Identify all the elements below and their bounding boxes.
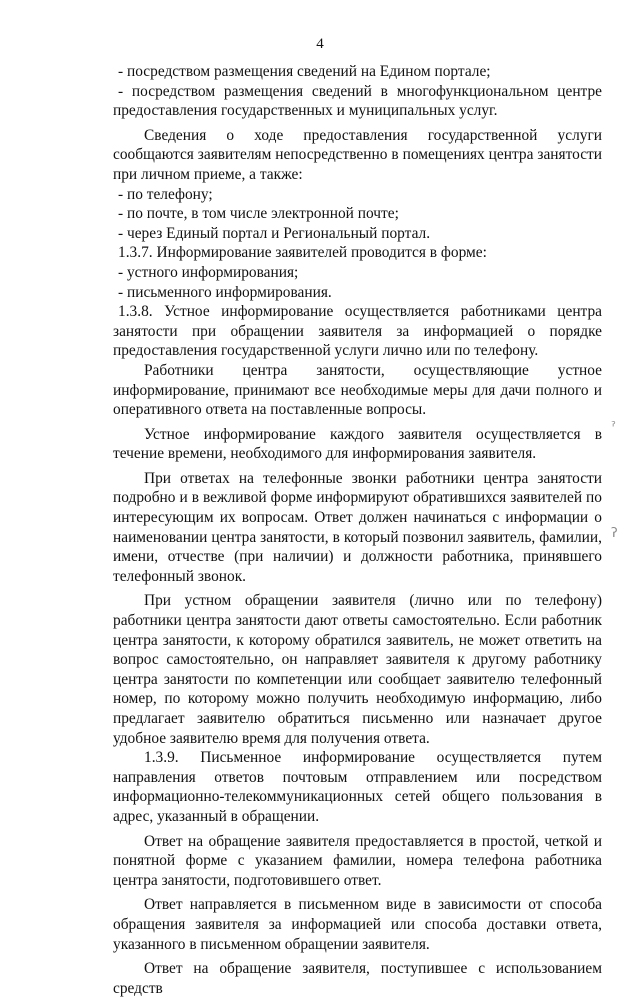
paragraph-p8: - устного информирования;	[118, 263, 299, 281]
paragraph-p4: - по телефону;	[118, 185, 213, 203]
paragraph-p5: - по почте, в том числе электронной почте;	[118, 205, 399, 223]
paragraph-p12: Устное информирование каждого заявителя осуществляется в течение времени, необходимого для информирования заявителя.	[113, 425, 602, 463]
paragraph-p7: 1.3.7. Информирование заявителей проводится в форме:	[118, 244, 487, 262]
paragraph-p6: - через Единый портал и Региональный портал.	[118, 224, 431, 242]
paragraph-p13: При ответах на телефонные звонки работники центра занятости подробно и в вежливой форме информируют обратившихся заявителей по интересующим их вопросам. Ответ должен начинаться с информации о наименовании центра занятости, в который позвонил заявитель, фамилии, имени, отчестве (при наличии) и должности работника, принявшего телефонный звонок.	[113, 469, 602, 585]
scan-mark: ˀ	[611, 420, 616, 435]
paragraph-p1: - посредством размещения сведений на Едином портале;	[118, 63, 491, 80]
paragraph-p3: Сведения о ходе предоставления государственной услуги сообщаются заявителям непосредственно в помещениях центра занятости при личном приеме, а также:	[113, 126, 602, 183]
paragraph-p10: 1.3.8. Устное информирование осуществляется работниками центра занятости при обращении заявителя за информацией о порядке предоставления государственной услуги лично или по телефону.	[113, 303, 602, 360]
paragraph-p17: Ответ направляется в письменном виде в зависимости от способа обращения заявителя за информацией или способа доставки ответа, указанного в письменном обращении заявителя.	[113, 896, 602, 953]
paragraph-p11: Работники центра занятости, осуществляющие устное информирование, принимают все необходимые меры для дачи полного и оперативного ответа на поставленные вопросы.	[113, 361, 602, 419]
paragraph-p15: 1.3.9. Письменное информирование осуществляется путем направления ответов почтовым отправлением или посредством информационно-телекоммуникационных сетей общего пользования в адрес, указанный в обращении.	[113, 749, 602, 825]
paragraph-p9: - письменного информирования.	[118, 283, 332, 301]
paragraph-p14: При устном обращении заявителя (лично или по телефону) работники центра занятости дают ответы самостоятельно. Если работник центра занятости, к которому обратился заявитель, не может ответить на вопрос самостоятельно, он направляет заявителя к другому работнику центра занятости по компетенции или сообщает заявителю телефонный номер, по которому можно получить необходимую информацию, либо предлагает заявителю обратиться письменно или назначает другое удобное заявителю время для получения ответа.	[113, 592, 602, 747]
paragraph-p16: Ответ на обращение заявителя предоставляется в простой, четкой и понятной форме с указанием фамилии, номера телефона работника центра занятости, подготовившего ответ.	[113, 832, 602, 889]
scan-mark: ʔ	[611, 526, 618, 541]
paragraph-p2: - посредством размещения сведений в многофункциональном центре предоставления государственных и муниципальных услуг.	[113, 82, 602, 120]
paragraph-p18: Ответ на обращение заявителя, поступившее с использованием средств	[113, 960, 602, 997]
document-body	[113, 62, 602, 998]
page-number: 4	[316, 36, 324, 52]
